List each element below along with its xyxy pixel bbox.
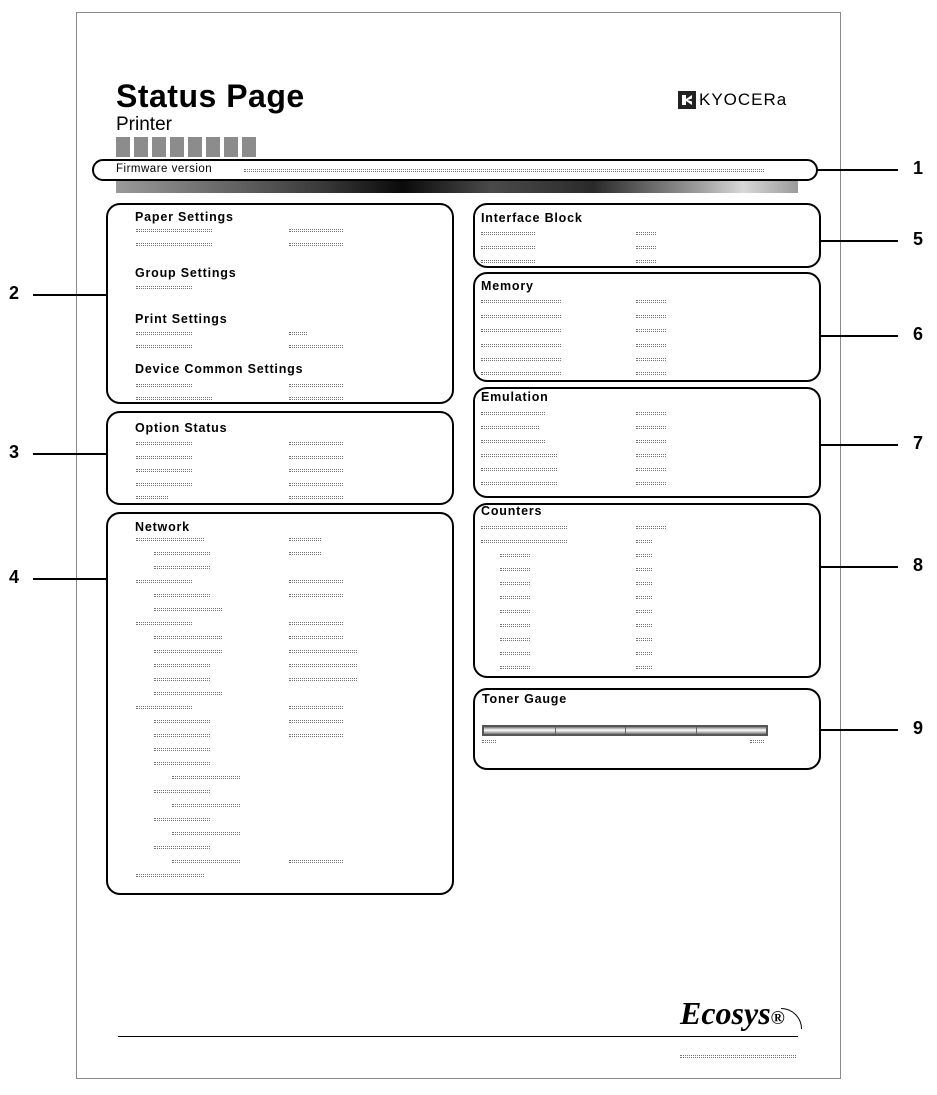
placeholder-value <box>636 372 666 375</box>
network-box <box>106 512 454 895</box>
callout-3: 3 <box>9 442 20 462</box>
placeholder-value <box>136 456 192 459</box>
placeholder-value <box>289 650 357 653</box>
placeholder-value <box>636 526 666 529</box>
group-settings-heading: Group Settings <box>135 266 237 280</box>
placeholder-value <box>154 664 210 667</box>
placeholder-value <box>636 440 666 443</box>
placeholder-value <box>481 358 561 361</box>
placeholder-value <box>136 384 192 387</box>
placeholder-value <box>289 734 343 737</box>
placeholder-value <box>172 776 240 779</box>
callout-line-4 <box>33 578 106 580</box>
placeholder-value <box>500 610 530 613</box>
placeholder-value <box>289 538 321 541</box>
placeholder-value <box>636 246 656 249</box>
placeholder-value <box>481 426 539 429</box>
placeholder-value <box>636 540 652 543</box>
placeholder-value <box>481 232 535 235</box>
placeholder-value <box>154 748 210 751</box>
page-subtitle: Printer <box>116 114 172 135</box>
placeholder-value <box>636 624 652 627</box>
placeholder-value <box>289 552 321 555</box>
callout-1: 1 <box>913 158 924 178</box>
placeholder-value <box>636 596 652 599</box>
print-settings-heading: Print Settings <box>135 312 228 326</box>
page-title: Status Page <box>116 78 305 114</box>
placeholder-value <box>289 384 343 387</box>
placeholder-value <box>289 456 343 459</box>
placeholder-value <box>481 440 545 443</box>
placeholder-value <box>636 638 652 641</box>
firmware-version-label: Firmware version <box>116 163 213 175</box>
placeholder-value <box>136 229 212 232</box>
callout-line-6 <box>821 335 898 337</box>
placeholder-value <box>154 678 210 681</box>
placeholder-value <box>289 664 357 667</box>
placeholder-value <box>289 720 343 723</box>
placeholder-value <box>136 397 212 400</box>
placeholder-value <box>481 260 535 263</box>
placeholder-value <box>680 1055 796 1058</box>
placeholder-value <box>481 315 561 318</box>
placeholder-value <box>289 622 343 625</box>
placeholder-value <box>636 666 652 669</box>
placeholder-value <box>636 454 666 457</box>
placeholder-value <box>636 568 652 571</box>
placeholder-value <box>481 344 561 347</box>
placeholder-value <box>636 315 666 318</box>
placeholder-value <box>136 345 192 348</box>
placeholder-value <box>154 594 210 597</box>
placeholder-value <box>636 412 666 415</box>
placeholder-value <box>481 526 567 529</box>
placeholder-value <box>750 740 764 743</box>
option-status-heading: Option Status <box>135 421 228 435</box>
device-common-settings-heading: Device Common Settings <box>135 362 304 376</box>
paper-settings-heading: Paper Settings <box>135 210 234 224</box>
placeholder-value <box>289 678 357 681</box>
placeholder-value <box>289 243 343 246</box>
placeholder-value <box>154 734 210 737</box>
placeholder-value <box>636 652 652 655</box>
callout-8: 8 <box>913 555 924 575</box>
placeholder-value <box>154 692 222 695</box>
placeholder-value <box>154 846 210 849</box>
placeholder-value <box>636 482 666 485</box>
callout-line-9 <box>821 729 898 731</box>
firmware-version-value <box>244 169 764 172</box>
placeholder-value <box>136 622 192 625</box>
placeholder-value <box>136 243 212 246</box>
placeholder-value <box>481 468 557 471</box>
placeholder-value <box>481 454 557 457</box>
placeholder-value <box>136 332 192 335</box>
placeholder-value <box>500 624 530 627</box>
placeholder-value <box>481 300 561 303</box>
placeholder-value <box>289 442 343 445</box>
toner-gauge-heading: Toner Gauge <box>482 692 567 706</box>
placeholder-value <box>136 496 168 499</box>
placeholder-value <box>636 260 656 263</box>
placeholder-value <box>136 706 192 709</box>
ecosys-brand: Ecosys <box>680 995 771 1031</box>
placeholder-value <box>636 300 666 303</box>
kyocera-logo <box>678 90 787 110</box>
placeholder-value <box>154 720 210 723</box>
placeholder-value <box>289 860 343 863</box>
placeholder-value <box>500 582 530 585</box>
placeholder-value <box>636 344 666 347</box>
placeholder-value <box>481 372 561 375</box>
placeholder-value <box>172 860 240 863</box>
placeholder-value <box>289 397 343 400</box>
placeholder-value <box>289 345 343 348</box>
placeholder-value <box>154 636 222 639</box>
placeholder-value <box>136 469 192 472</box>
callout-line-7 <box>821 444 898 446</box>
placeholder-value <box>636 329 666 332</box>
placeholder-value <box>136 442 192 445</box>
counters-heading: Counters <box>481 504 543 518</box>
interface-block-heading: Interface Block <box>481 211 583 225</box>
placeholder-value <box>289 469 343 472</box>
placeholder-value <box>172 832 240 835</box>
ecosys-logo <box>680 996 784 1036</box>
ecosys-registered-mark: ® <box>770 1008 785 1029</box>
placeholder-value <box>289 229 343 232</box>
callout-line-8 <box>821 566 898 568</box>
placeholder-value <box>154 608 222 611</box>
placeholder-value <box>481 482 557 485</box>
placeholder-value <box>136 580 192 583</box>
placeholder-blocks <box>116 137 256 157</box>
placeholder-value <box>636 232 656 235</box>
network-heading: Network <box>135 520 190 534</box>
callout-6: 6 <box>913 324 924 344</box>
callout-4: 4 <box>9 567 20 587</box>
placeholder-value <box>500 554 530 557</box>
placeholder-value <box>154 818 210 821</box>
placeholder-value <box>636 554 652 557</box>
placeholder-value <box>636 358 666 361</box>
callout-line-5 <box>821 240 898 242</box>
placeholder-value <box>289 483 343 486</box>
placeholder-value <box>481 329 561 332</box>
brand-name: KYOCERa <box>699 90 788 109</box>
placeholder-value <box>289 706 343 709</box>
placeholder-value <box>636 582 652 585</box>
firmware-version-box <box>92 159 818 181</box>
placeholder-value <box>172 804 240 807</box>
placeholder-value <box>481 246 535 249</box>
callout-5: 5 <box>913 229 924 249</box>
placeholder-value <box>500 666 530 669</box>
emulation-heading: Emulation <box>481 390 549 404</box>
placeholder-value <box>154 790 210 793</box>
placeholder-value <box>289 636 343 639</box>
gradient-bar <box>116 181 798 193</box>
placeholder-value <box>500 652 530 655</box>
placeholder-value <box>636 468 666 471</box>
placeholder-value <box>289 594 343 597</box>
callout-line-2 <box>33 294 106 296</box>
placeholder-value <box>154 650 222 653</box>
placeholder-value <box>289 580 343 583</box>
placeholder-value <box>154 552 210 555</box>
placeholder-value <box>289 496 343 499</box>
placeholder-value <box>500 638 530 641</box>
placeholder-value <box>481 412 545 415</box>
placeholder-value <box>636 610 652 613</box>
callout-7: 7 <box>913 433 924 453</box>
placeholder-value <box>481 540 567 543</box>
placeholder-value <box>500 568 530 571</box>
placeholder-value <box>136 286 192 289</box>
placeholder-value <box>500 596 530 599</box>
toner-gauge-bar <box>482 725 768 736</box>
placeholder-value <box>289 332 307 335</box>
callout-line-1 <box>818 169 898 171</box>
placeholder-value <box>136 483 192 486</box>
kyocera-logo-icon <box>678 91 696 109</box>
callout-9: 9 <box>913 718 924 738</box>
placeholder-value <box>136 874 204 877</box>
placeholder-value <box>136 538 204 541</box>
footer-rule <box>118 1036 798 1037</box>
placeholder-value <box>154 762 210 765</box>
memory-heading: Memory <box>481 279 534 293</box>
placeholder-value <box>154 566 210 569</box>
placeholder-value <box>636 426 666 429</box>
placeholder-value <box>482 740 496 743</box>
callout-line-3 <box>33 453 106 455</box>
callout-2: 2 <box>9 283 20 303</box>
